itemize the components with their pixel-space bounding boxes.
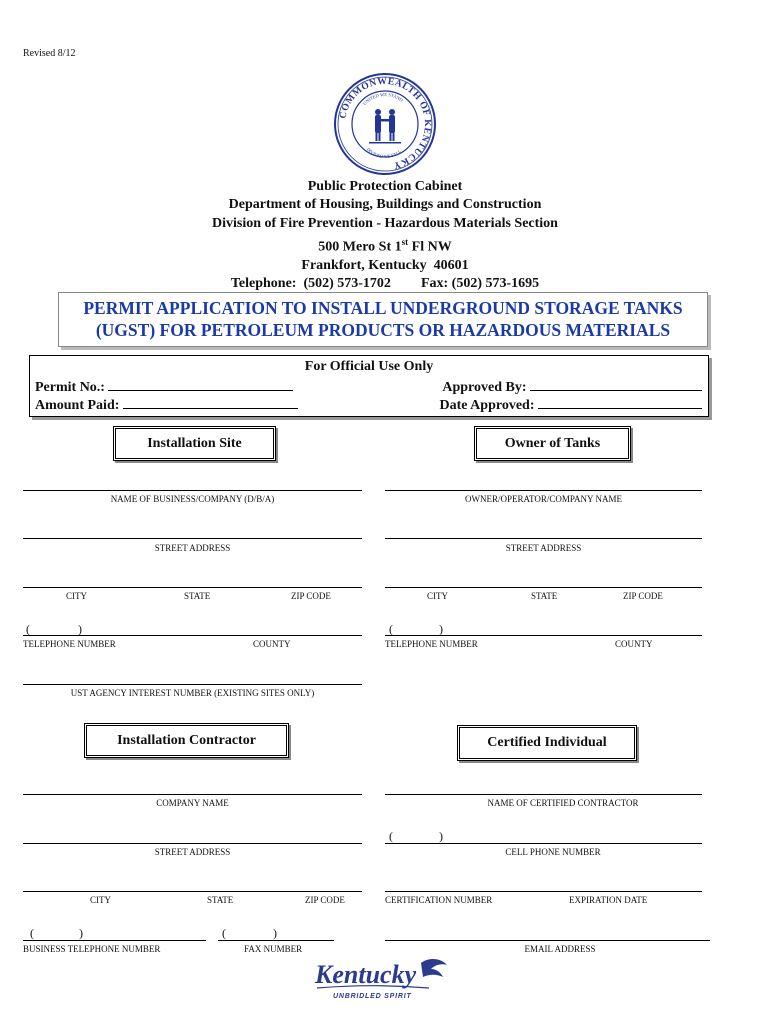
site-city-label: CITY (66, 591, 87, 601)
certification-number-label: CERTIFICATION NUMBER (385, 895, 493, 905)
seal-motto-2: DIVIDED WE FALL (365, 146, 402, 160)
owner-street-line[interactable] (385, 538, 702, 539)
department-name: Department of Housing, Buildings and Construction (228, 197, 542, 213)
revision-note: Revised 8/12 (23, 48, 76, 59)
certified-name-line[interactable] (385, 794, 702, 795)
business-phone-paren-open: ( (30, 926, 34, 940)
owner-phone-paren-close: ) (439, 622, 443, 636)
owner-county-label: COUNTY (615, 639, 653, 649)
horse-head-icon (421, 959, 447, 977)
cell-phone-line[interactable] (385, 843, 702, 844)
fax-paren-close: ) (273, 926, 277, 940)
expiration-date-label: EXPIRATION DATE (569, 895, 648, 905)
contractor-street-label: STREET ADDRESS (154, 847, 231, 857)
title-line-1: PERMIT APPLICATION TO INSTALL UNDERGROUND STORAGE TANKS (83, 298, 683, 318)
logo-wordmark: Kentucky (315, 960, 417, 989)
contractor-city-label: CITY (90, 895, 111, 905)
cell-phone-label: CELL PHONE NUMBER (505, 847, 601, 857)
site-telephone-label: TELEPHONE NUMBER (23, 639, 116, 649)
installation-contractor-heading: Installation Contractor (84, 723, 289, 758)
svg-text:DIVIDED WE FALL (366, 147, 402, 159)
street-line: 500 Mero St 1st Fl NW (318, 236, 452, 255)
permit-no-field[interactable]: Permit No.: (35, 377, 293, 396)
owner-telephone-label: TELEPHONE NUMBER (385, 639, 478, 649)
city-line: Frankfort, Kentucky 40601 (301, 257, 469, 273)
owner-city-label: CITY (427, 591, 448, 601)
fax-text: Fax: (502) 573-1695 (420, 276, 540, 292)
title-line-2: (UGST) FOR PETROLEUM PRODUCTS OR HAZARDOUS MATERIALS (95, 320, 671, 340)
site-phone-paren-close: ) (78, 622, 82, 636)
kentucky-unbridled-spirit-logo (313, 955, 453, 1003)
division-name: Division of Fire Prevention - Hazardous Materials Section (212, 215, 558, 231)
site-city-line[interactable] (23, 587, 362, 588)
contractor-city-line[interactable] (23, 891, 362, 892)
business-phone-line[interactable] (23, 940, 206, 941)
official-use-box (29, 355, 709, 417)
cabinet-name: Public Protection Cabinet (307, 179, 463, 194)
owner-name-line[interactable] (385, 490, 702, 491)
seal-motto: UNITED WE STAND (362, 91, 404, 107)
site-name-line[interactable] (23, 490, 362, 491)
owner-zip-label: ZIP CODE (623, 591, 663, 601)
certified-individual-heading: Certified Individual (457, 725, 637, 761)
site-county-label: COUNTY (253, 639, 291, 649)
fax-number-label: FAX NUMBER (244, 944, 303, 954)
approved-by-field[interactable]: Approved By: (442, 377, 702, 396)
owner-name-label: OWNER/OPERATOR/COMPANY NAME (465, 494, 622, 504)
site-zip-label: ZIP CODE (291, 591, 331, 601)
business-phone-label: BUSINESS TELEPHONE NUMBER (23, 944, 161, 954)
contact-line (0, 275, 770, 293)
date-approved-field[interactable]: Date Approved: (439, 395, 702, 414)
owner-phone-line[interactable] (385, 635, 702, 636)
ust-number-line[interactable] (23, 684, 362, 685)
site-state-label: STATE (184, 591, 211, 601)
contractor-zip-label: ZIP CODE (305, 895, 345, 905)
business-phone-paren-close: ) (79, 926, 83, 940)
official-use-caption: For Official Use Only (304, 359, 434, 374)
logo-tagline: UNBRIDLED SPIRIT (333, 993, 412, 1000)
certification-line[interactable] (385, 891, 702, 892)
site-phone-paren-open: ( (26, 622, 30, 636)
site-phone-line[interactable] (23, 635, 362, 636)
contractor-street-line[interactable] (23, 843, 362, 844)
owner-phone-paren-open: ( (389, 622, 393, 636)
agency-header (0, 178, 770, 293)
contractor-name-label: COMPANY NAME (156, 798, 229, 808)
contractor-name-line[interactable] (23, 794, 362, 795)
kentucky-seal-logo (333, 72, 437, 176)
owner-of-tanks-heading: Owner of Tanks (474, 426, 631, 461)
amount-paid-field[interactable]: Amount Paid: (35, 395, 298, 414)
owner-street-label: STREET ADDRESS (505, 543, 582, 553)
seal-text: COMMONWEALTH OF KENTUCKY (338, 76, 433, 171)
owner-state-label: STATE (531, 591, 558, 601)
cell-paren-open: ( (389, 829, 393, 843)
site-street-line[interactable] (23, 538, 362, 539)
owner-city-line[interactable] (385, 587, 702, 588)
installation-site-heading: Installation Site (113, 426, 276, 461)
fax-paren-open: ( (222, 926, 226, 940)
site-street-label: STREET ADDRESS (154, 543, 231, 553)
email-address-label: EMAIL ADDRESS (524, 944, 596, 954)
contractor-state-label: STATE (207, 895, 234, 905)
email-line[interactable] (385, 940, 710, 941)
telephone-text: Telephone: (502) 573-1702 (230, 276, 391, 292)
fax-line[interactable] (218, 940, 334, 941)
ust-number-label: UST AGENCY INTEREST NUMBER (EXISTING SITES ONLY) (70, 688, 315, 698)
site-name-label: NAME OF BUSINESS/COMPANY (D/B/A) (110, 494, 275, 504)
form-title (58, 292, 708, 347)
certified-name-label: NAME OF CERTIFIED CONTRACTOR (487, 798, 639, 808)
cell-paren-close: ) (439, 829, 443, 843)
